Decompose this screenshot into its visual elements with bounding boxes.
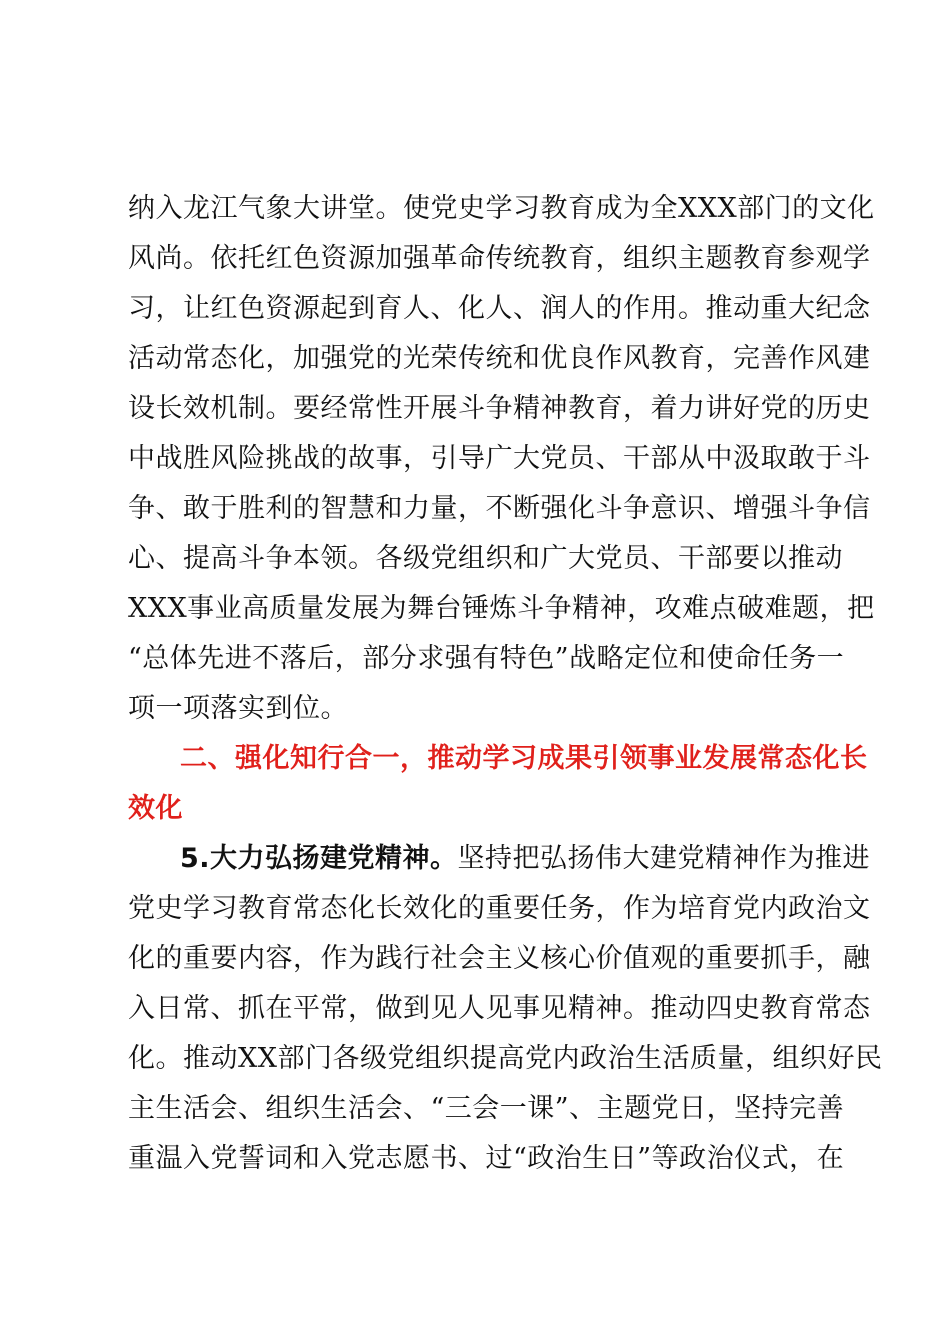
item-lead: 5.大力弘扬建党精神。 <box>180 843 458 874</box>
paragraph-line: “总体先进不落后，部分求强有特色”战略定位和使命任务一 <box>128 643 845 674</box>
paragraph-first-line <box>180 840 871 878</box>
paragraph-line: 活动常态化，加强党的光荣传统和优良作风教育，完善作风建 <box>128 343 871 374</box>
paragraph-line: 化。推动XX部门各级党组织提高党内政治生活质量，组织好民 <box>128 1043 883 1074</box>
section-heading: 二、强化知行合一，推动学习成果引领事业发展常态化长 <box>180 743 868 774</box>
paragraph-line: 中战胜风险挑战的故事，引导广大党员、干部从中汲取敢于斗 <box>128 443 871 474</box>
paragraph-line: 重温入党誓词和入党志愿书、过“政治生日”等政治仪式，在 <box>128 1143 845 1174</box>
section-heading-continued: 效化 <box>128 793 183 824</box>
paragraph-line: XXX事业高质量发展为舞台锤炼斗争精神，攻难点破难题，把 <box>128 593 875 624</box>
paragraph-line: 风尚。依托红色资源加强革命传统教育，组织主题教育参观学 <box>128 243 871 274</box>
paragraph-line: 争、敢于胜利的智慧和力量，不断强化斗争意识、增强斗争信 <box>128 493 871 524</box>
paragraph-line: 化的重要内容，作为践行社会主义核心价值观的重要抓手，融 <box>128 943 871 974</box>
paragraph-line: 入日常、抓在平常，做到见人见事见精神。推动四史教育常态 <box>128 993 871 1024</box>
paragraph-line: 习，让红色资源起到育人、化人、润人的作用。推动重大纪念 <box>128 293 871 324</box>
paragraph-line: 心、提高斗争本领。各级党组织和广大党员、干部要以推动 <box>128 543 843 574</box>
paragraph-line: 主生活会、组织生活会、“三会一课”、主题党日，坚持完善 <box>128 1093 845 1124</box>
paragraph-line: 设长效机制。要经常性开展斗争精神教育，着力讲好党的历史 <box>128 393 871 424</box>
paragraph-line: 纳入龙江气象大讲堂。使党史学习教育成为全XXX部门的文化 <box>128 193 875 224</box>
item-lead-rest: 坚持把弘扬伟大建党精神作为推进 <box>457 843 871 874</box>
paragraph-line: 项一项落实到位。 <box>128 693 348 724</box>
paragraph-line: 党史学习教育常态化长效化的重要任务，作为培育党内政治文 <box>128 893 871 924</box>
